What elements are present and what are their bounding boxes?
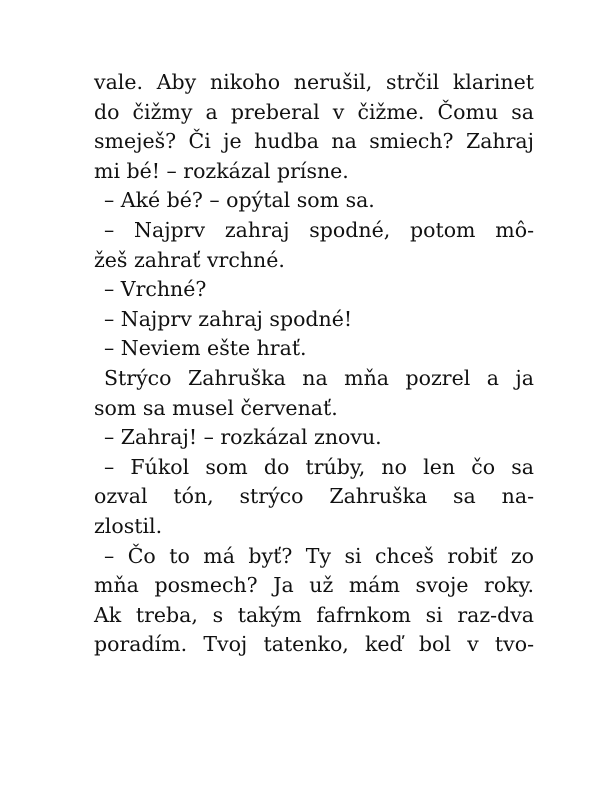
text-line-5: – Aké bé? – opýtal som sa. xyxy=(104,188,375,213)
text-line-14: – Fúkol som do trúby, no len čo sa xyxy=(104,454,534,479)
text-line-16: zlostil. xyxy=(94,513,163,538)
text-line-18: mňa posmech? Ja už mám svoje roky. xyxy=(94,573,534,598)
text-line-20: poradím. Tvoj tatenko, keď bol v tvo- xyxy=(94,632,534,657)
text-line-7: žeš zahrať vrchné. xyxy=(94,247,285,272)
text-line-9: – Najprv zahraj spodné! xyxy=(104,306,353,331)
text-line-4: mi bé! – rozkázal prísne. xyxy=(94,158,349,183)
text-line-12: som sa musel červenať. xyxy=(94,395,338,420)
text-line-2: do čižmy a preberal v čižme. Čomu sa xyxy=(94,99,534,124)
text-line-11: Strýco Zahruška na mňa pozrel a ja xyxy=(104,365,534,390)
text-line-13: – Zahraj! – rozkázal znovu. xyxy=(104,425,382,450)
text-line-15: ozval tón, strýco Zahruška sa na- xyxy=(94,484,534,509)
text-line-17: – Čo to má byť? Ty si chceš robiť zo xyxy=(104,543,534,568)
text-line-10: – Neviem ešte hrať. xyxy=(104,336,307,361)
text-line-6: – Najprv zahraj spodné, potom mô- xyxy=(104,217,534,242)
text-line-19: Ak treba, s takým fafrnkom si raz-dva xyxy=(94,602,534,627)
text-line-1: vale. Aby nikoho nerušil, strčil klarinet xyxy=(94,70,534,94)
body-text xyxy=(94,68,534,660)
text-line-3: smeješ? Či je hudba na smiech? Zahraj xyxy=(94,129,534,154)
text-line-8: – Vrchné? xyxy=(104,277,207,302)
